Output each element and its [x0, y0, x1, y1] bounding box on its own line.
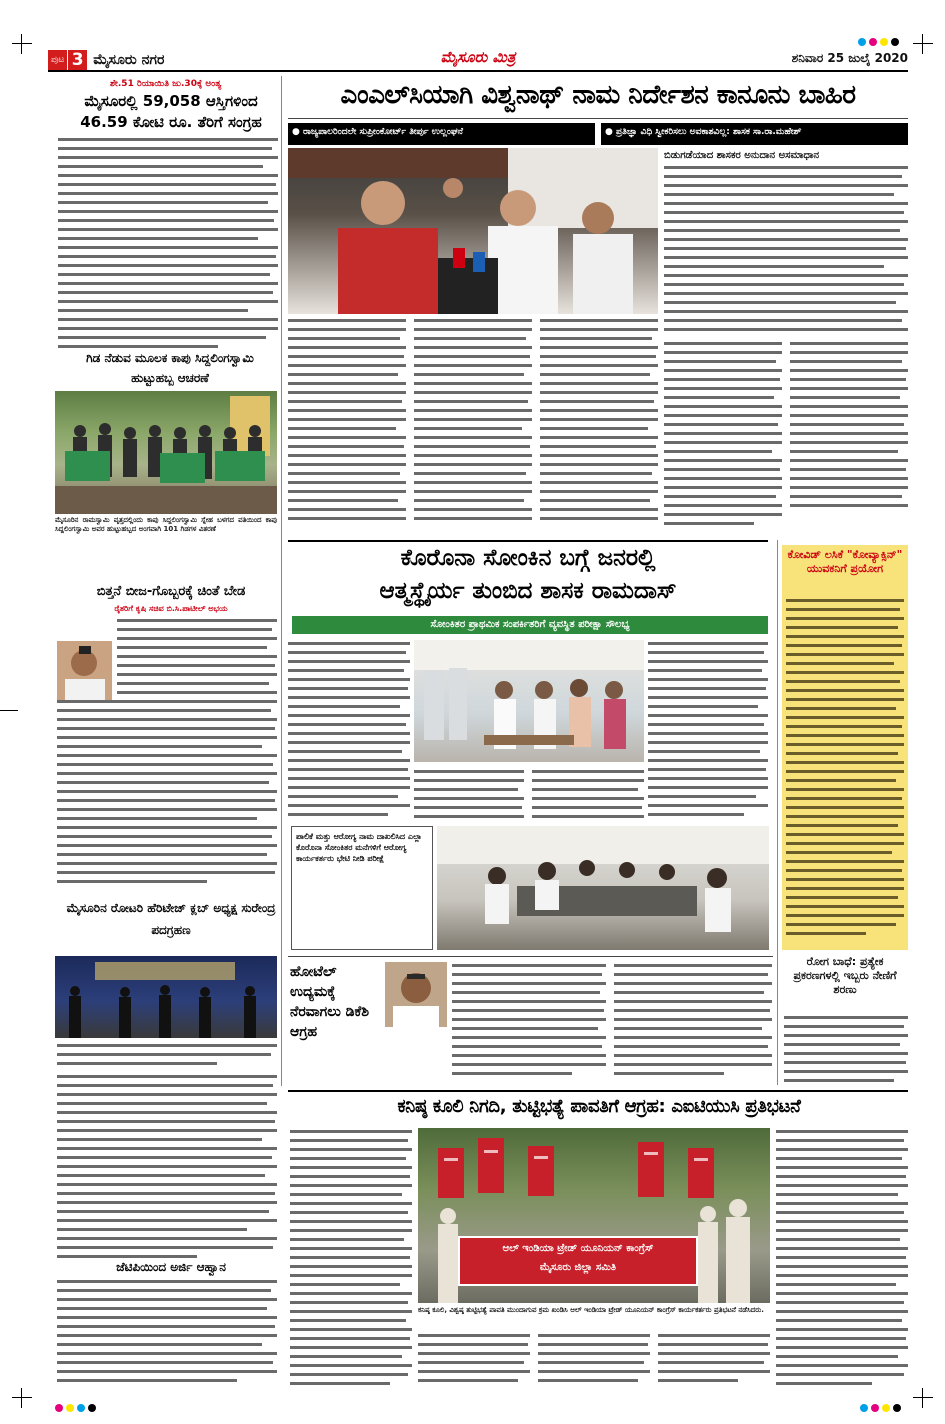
press-story-text [288, 317, 658, 533]
aituc-banner-line-1: ಆಲ್ ಇಂಡಿಯಾ ಟ್ರೇಡ್ ಯೂನಿಯನ್ ಕಾಂಗ್ರೆಸ್ [502, 1243, 654, 1254]
story-kicker-seeds: ರೈತರಿಗೆ ಕೃಷಿ ಸಚಿವ ಬಿ.ಸಿ.ಪಾಟೀಲ್ ಅಭಯ [114, 604, 228, 613]
meeting-caption: ಪಾಲಿಕೆ ಮತ್ತು ಆರೋಗ್ಯ ನಾಮ ದಾಖಲಿಸಿದ ಎಲ್ಲಾ ಕೊರೊನಾ ಸೋಂಕಿತರ ಮನೆಗಳಿಗೆ ಆರೋಗ್ಯ ಕಾರ್ಯಕರ್ತರು ಭೇಟಿ ನೀಡಿ ಪರೀಕ್ಷೆ [296, 832, 422, 863]
aituc-story-text-right [776, 1128, 908, 1392]
aituc-photo-caption: ಕನಿಷ್ಠ ಕೂಲಿ, ವಿಶ್ವಷ್ಠ ತುಟ್ಟಿಭತ್ಯೆ ಪಾವತಿ ಮುಂದಾಗುವ ಕ್ರಮ ಖಂಡಿಸಿ ಆಲ್ ಇಂಡಿಯಾ ಟ್ರೇಡ್ ಯೂನಿಯನ್ ಕಾಂಗ್ರೆಸ್ ಕಾರ್ಯಕರ್ತರು ಪ್ರತಿಭಟನೆ ನಡೆಸಿದರು. [418, 1306, 764, 1314]
column-divider [777, 540, 778, 1085]
text-lines [57, 1278, 277, 1388]
hotel-story-text [452, 962, 772, 1084]
left-headline-2: 46.59 ಕೋಟಿ ರೂ. ತೆರಿಗೆ ಸಂಗ್ರಹ [80, 113, 262, 131]
aituc-banner-line-2: ಮೈಸೂರು ಜಿಲ್ಲಾ ಸಮಿತಿ [539, 1262, 617, 1273]
photo-hospital-visit [414, 640, 644, 762]
left-headline-1: ಮೈಸೂರಲ್ಲಿ 59,058 ಆಸ್ತಿಗಳಿಂದ [84, 92, 258, 110]
text-lines [664, 164, 908, 534]
story-headline-rotary: ಮೈಸೂರಿನ ರೋಟರಿ ಹೆರಿಟೇಜ್ ಕ್ಲಬ್ ಅಧ್ಯಕ್ಷ ಸುರೇಂದ್ರ ಪದಗ್ರಹಣ [66, 901, 276, 937]
roga-headline: ರೋಗ ಬಾಧೆ: ಪ್ರತ್ಯೇಕ ಪ್ರಕರಣಗಳಲ್ಲಿ ಇಬ್ಬರು ನೇಣಿಗೆ ಶರಣು [793, 955, 897, 996]
color-bar [858, 38, 899, 46]
ramadas-story-text-mid [414, 768, 644, 822]
rule [288, 540, 768, 542]
text-lines [784, 1014, 908, 1088]
covid-vaccine-text [786, 597, 904, 945]
press-meet-illustration [288, 148, 658, 314]
ramadas-headline-1: ಕೊರೊನಾ ಸೋಂಕಿನ ಬಗ್ಗೆ ಜನರಲ್ಲಿ [400, 545, 656, 571]
covid-vaccine-box [782, 545, 908, 950]
seeds-story-text [57, 617, 277, 889]
meeting-caption-box [291, 826, 433, 950]
text-lines [452, 962, 772, 1084]
text-lines [288, 640, 410, 820]
hotel-headline: ಹೋಟೆಲ್ ಉದ್ಯಮಕ್ಕೆ ನೆರವಾಗಲು ಡಿಕೆಶಿ ಆಗ್ರಹ [290, 964, 370, 1040]
main-subheads [288, 123, 908, 145]
story-headline-jtp: ಜೆಟಿಪಿಯಿಂದ ಅರ್ಜಿ ಆಹ್ವಾನ [116, 1260, 226, 1274]
story-headline-kapu: ಗಿಡ ನೆಡುವ ಮೂಲಕ ಕಾಪು ಸಿದ್ದಲಿಂಗಸ್ವಾಮಿ ಹುಟ್ಟುಹಬ್ಬ ಆಚರಣೆ [86, 351, 254, 385]
side-story-text [664, 164, 908, 534]
covid-vaccine-headline: ಕೋವಿಡ್ ಲಸಿಕೆ "ಕೋವ್ಯಾಕ್ಸಿನ್" ಯುವಕನಿಗೆ ಪ್ರಯೋಗ [787, 548, 903, 575]
text-lines [776, 1128, 908, 1392]
issue-date: ಶನಿವಾರ 25 ಜುಲೈ 2020 [791, 51, 908, 65]
jtp-story-text [57, 1278, 277, 1388]
portrait-illustration [385, 962, 447, 1027]
stage-illustration [55, 956, 277, 1038]
page-label: ಪುಟ [48, 50, 67, 70]
story-headline-seeds: ಬಿತ್ತನೆ ಬೀಜ-ಗೊಬ್ಬರಕ್ಕೆ ಚಿಂತೆ ಬೇಡ [96, 584, 246, 599]
masthead [48, 48, 908, 72]
aituc-story-text-left [290, 1128, 412, 1392]
subhead-1: ● ರಾಜ್ಯಪಾಲರಿಂದಲೇ ಸುಪ್ರೀಂಕೋರ್ಟ್ ತೀರ್ಪು ಉಲ್ಲಂಘನೆ [288, 123, 595, 145]
ramadas-subhead: ಸೋಂಕಿತರ ಪ್ರಾಥಮಿಕ ಸಂಪರ್ಕಿತರಿಗೆ ವ್ಯವಸ್ಥಿತ ಪರೀಕ್ಷಾ ಸೌಲಭ್ಯ [292, 616, 768, 634]
rule [288, 956, 773, 957]
text-lines [414, 768, 644, 822]
photo-dk-shivakumar [385, 962, 447, 1027]
photo-tree-planting [55, 391, 277, 514]
photo-rotary-ceremony [55, 956, 277, 1038]
subhead-2: ● ಪ್ರತಿಜ್ಞಾ ವಿಧಿ ಸ್ವೀಕರಿಸಲು ಅವಕಾಶವಿಲ್ಲ: ಶಾಸಕ ಸಾ.ರಾ.ಮಹೇಶ್ [601, 123, 908, 145]
text-lines [58, 136, 278, 356]
registration-mark [12, 1388, 32, 1408]
photo-caption-kapu: ಮೈಸೂರಿನ ರಾಮಸ್ವಾಮಿ ವೃತ್ತದಲ್ಲಿಂದು ಕಾಪು ಸಿದ್ದಲಿಂಗಸ್ವಾಮಿ ಸ್ನೇಹ ಬಳಗದ ವತಿಯಿಂದ ಕಾಪು ಸಿದ್ದಲಿಂಗಸ್ವಾಮಿ ಅವರ ಹುಟ್ಟುಹಬ್ಬದ ಅಂಗವಾಗಿ 101 ಗಿಡಗಳ ವಿತರಣೆ [55, 516, 277, 533]
registration-mark [913, 34, 933, 54]
ramadas-story-text-right [648, 640, 768, 820]
aituc-banner [458, 1236, 698, 1286]
text-lines [418, 1332, 770, 1392]
text-lines [648, 640, 768, 820]
text-lines [288, 317, 658, 533]
text-lines [290, 1128, 412, 1392]
side-headline: ಬಿಡುಗಡೆಯಾದ ಶಾಸಕರ ಅನುದಾನ ಅಸಮಾಧಾನ [664, 150, 820, 161]
newspaper-name: ಮೈಸೂರು ಮಿತ್ರ [440, 48, 516, 66]
aituc-headline: ಕನಿಷ್ಠ ಕೂಲಿ ನಿಗದಿ, ತುಟ್ಟಿಭತ್ಯೆ ಪಾವತಿಗೆ ಆಗ್ರಹ: ಎಐಟಿಯುಸಿ ಪ್ರತಿಭಟನೆ [397, 1096, 801, 1117]
page-number-box [48, 50, 164, 70]
color-bar [860, 1404, 901, 1412]
text-lines [57, 617, 277, 889]
fold-mark [0, 710, 18, 711]
photo-aituc-protest [418, 1128, 770, 1303]
page-number: 3 [67, 50, 87, 70]
rule [288, 118, 908, 119]
left-story-text [58, 136, 278, 356]
registration-mark [913, 1388, 933, 1408]
rule [288, 1090, 908, 1092]
registration-mark [12, 34, 32, 54]
text-lines [57, 1042, 277, 1264]
left-kicker: ಶೇ.51 ರಿಯಾಯಿತಿ ಜು.30ಕ್ಕೆ ಅಂತ್ಯ [110, 79, 222, 89]
section-name: ಮೈಸೂರು ನಗರ [93, 52, 165, 68]
text-lines [786, 597, 904, 945]
photo-meeting [437, 826, 769, 950]
rotary-story-text [57, 1042, 277, 1264]
photo-press-meet [288, 148, 658, 314]
meeting-illustration [437, 826, 769, 950]
main-headline: ಎಂಎಲ್‌ಸಿಯಾಗಿ ವಿಶ್ವನಾಥ್ ನಾಮ ನಿರ್ದೇಶನ ಕಾನೂನು ಬಾಹಿರ [340, 80, 856, 110]
aituc-story-text-bottom [418, 1332, 770, 1392]
hospital-illustration [414, 640, 644, 762]
roga-story-text [784, 1014, 908, 1088]
ramadas-story-text-left [288, 640, 410, 820]
ramadas-headline-2: ಆತ್ಮಸ್ಥೈರ್ಯ ತುಂಬಿದ ಶಾಸಕ ರಾಮದಾಸ್ [379, 578, 677, 604]
color-bar [55, 1404, 96, 1412]
group-photo-illustration [55, 391, 277, 514]
